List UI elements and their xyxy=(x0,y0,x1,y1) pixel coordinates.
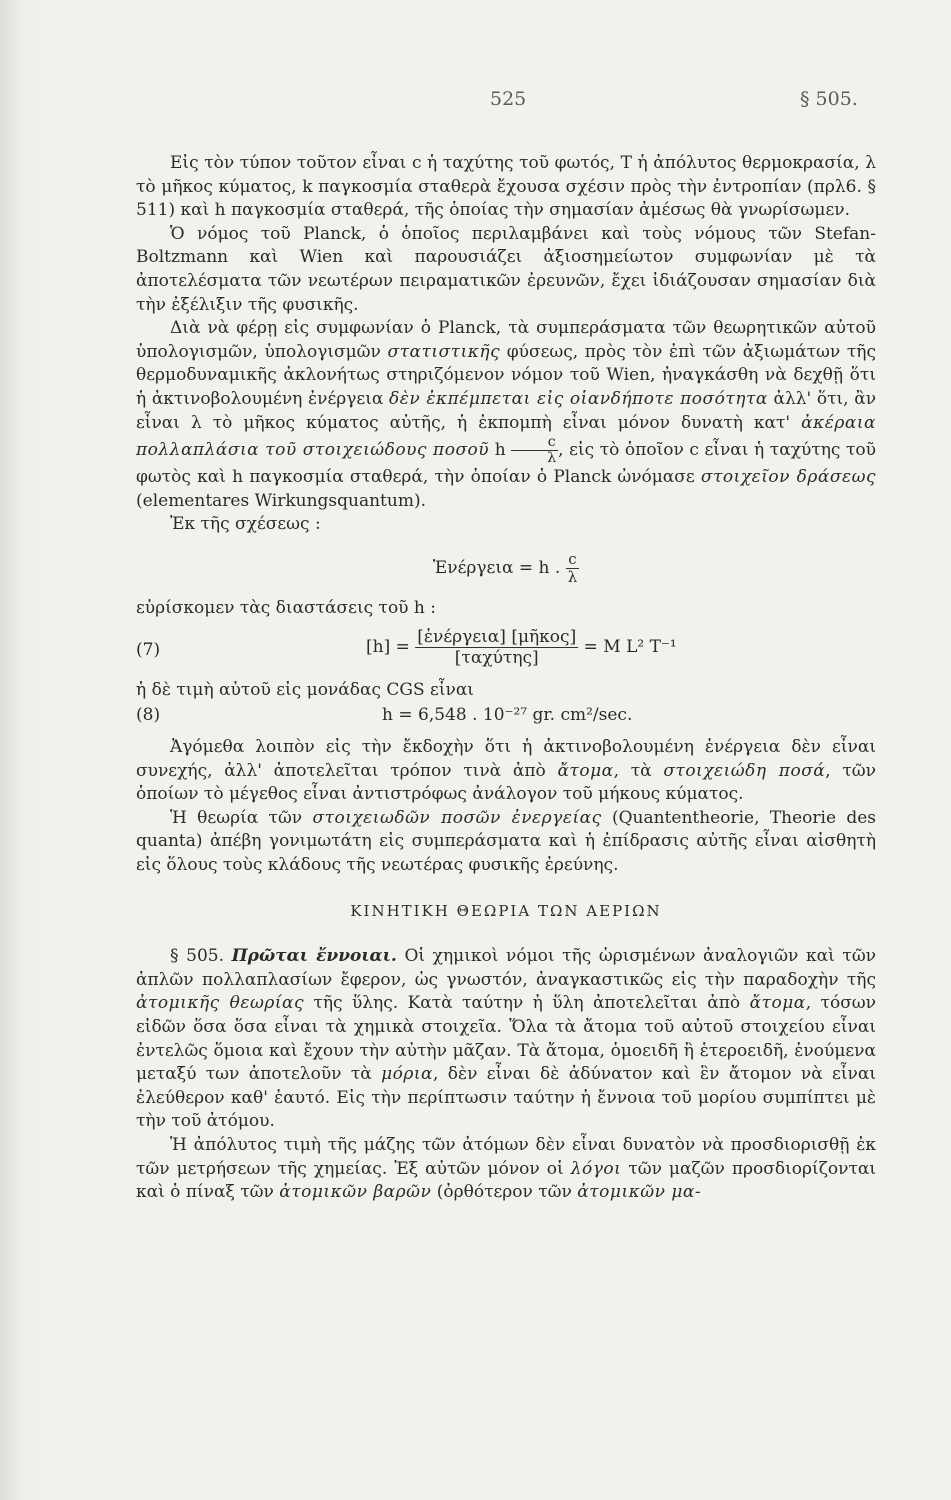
page-body xyxy=(136,152,876,1205)
energy-formula: Ἐνέργεια = h . $\frac{c}{\lambda}$ xyxy=(432,549,578,586)
paragraph-10: Ἡ ἀπόλυτος τιμὴ τῆς μάζης τῶν ἀτόμων δὲν εἶναι δυνατὸν νὰ προσδιορισθῇ ἐκ τῶν μετρήσεων τῆς χημείας. Ἐξ αὐτῶν μόνον οἱ λόγοι τῶν μαζῶν προσδιορίζονται καὶ ὁ πίναξ τῶν ἀτομικῶν βαρῶν (ὀρθότερον τῶν ἀτομικῶν μα- xyxy=(136,1135,877,1203)
paragraph-3: Διὰ νὰ φέρῃ εἰς συμφωνίαν ὁ Planck, τὰ συμπεράσματα τῶν θεωρητικῶν αὐτοῦ ὑπολογισμῶν, ὑπολογισμῶν στατιστικῆς φύσεως, πρὸς τὸν ἐπὶ τῶν ἀξιωμάτων τῆς θερμοδυναμικῆς ἀκλονήτως στηριζόμενον νόμον τοῦ Wien, ἠναγκάσθη νὰ δεχθῇ ὅτι ἡ ἀκτινοβολουμένη ἐνέργεια δὲν ἐκπέμπεται εἰς οἱανδήποτε ποσότητα ἀλλ' ὅτι, ἂν εἶναι λ τὸ μῆκος κύματος αὐτῆς, ἡ ἐκπομπὴ εἶναι μόνον δυνατὴ κατ' ἀκέραια πολλαπλάσια τοῦ στοιχειώδους ποσοῦ h $\frac{c}{\lambda}$ , εἰς τὸ ὁποῖον c εἶναι ἡ ταχύτης τοῦ φωτὸς καὶ h παγκοσμία σταθερά, τὴν ὁποίαν ὁ Planck ὠνόμασε στοιχεῖον δράσεως (elementares Wirkungsquantum). xyxy=(136,318,877,511)
paragraph-4: Ἐκ τῆς σχέσεως : xyxy=(170,514,321,535)
equation-7: (7) [h] = $\frac{\text{[ἐνέργεια] [μῆκος]}}{\text{[ταχύτης]}}$ = M L² T⁻¹ xyxy=(136,626,677,668)
paragraph-8: Ἡ θεωρία τῶν στοιχειωδῶν ποσῶν ἐνεργείας (Quantentheorie, Theorie des quanta) ἀπέβη γονιμωτάτη εἰς συμπεράσματα καὶ ἡ ἐπίδρασις αὐτῆς εἶναι αἰσθητὴ εἰς ὅλους τοὺς κλάδους τῆς νεωτέρας φυσικῆς ἐρεύνης. xyxy=(136,807,877,876)
paragraph-5: εὑρίσκομεν τὰς διαστάσεις τοῦ h : xyxy=(136,597,436,618)
equation-number: (7) xyxy=(136,639,161,660)
equation-8: (8) h = 6,548 . 10⁻²⁷ gr. cm²/sec. xyxy=(136,704,876,732)
equation-number: (8) xyxy=(136,705,161,726)
paragraph-2: Ὁ νόμος τοῦ Planck, ὁ ὁποῖος περιλαμβάνει καὶ τοὺς νόμους τῶν Stefan-Boltzmann καὶ Wien καὶ παρουσιάζει ἀξιοσημείωτον συμφωνίαν μὲ τὰ ἀποτελέσματα τῶν νεωτέρων πειραματικῶν ἐρευνῶν, ἔχει ἰδιάζουσαν σημασίαν διὰ τὴν ἐξέλιξιν τῆς φυσικῆς. xyxy=(136,223,876,315)
paragraph-7: Ἀγόμεθα λοιπὸν εἰς τὴν ἔκδοχὴν ὅτι ἡ ἀκτινοβολουμένη ἐνέργεια δὲν εἶναι συνεχής, ἀλλ' ἀποτελεῖται τρόπον τινὰ ἀπὸ ἄτομα, τὰ στοιχειώδη ποσά, τῶν ὁποίων τὸ μέγεθος εἶναι ἀντιστρόφως ἀνάλογον τοῦ μήκους κύματος. xyxy=(136,737,877,805)
section-reference: § 505. xyxy=(800,88,858,110)
section-title: ΚΙΝΗΤΙΚΗ ΘΕΩΡΙΑ ΤΩΝ ΑΕΡΙΩΝ xyxy=(350,901,662,920)
page-number: 525 xyxy=(490,88,527,110)
section-lead: Πρῶται ἔννοιαι. xyxy=(231,946,397,967)
inline-fraction: $\frac{c}{\lambda}$ xyxy=(511,435,558,466)
paragraph-9: § 505. Πρῶται ἔννοιαι. Οἱ χημικοὶ νόμοι τῆς ὡρισμένων ἀναλογιῶν καὶ τῶν ἁπλῶν πολλαπλασίων ἔφερον, ὡς γνωστόν, ἀναγκαστικῶς εἰς τὴν παραδοχὴν τῆς ἀτομικῆς θεωρίας τῆς ὕλης. Κατὰ ταύτην ἡ ὕλη ἀποτελεῖται ἀπὸ ἄτομα, τόσων εἰδῶν ὅσα ὅσα εἶναι τὰ χημικὰ στοιχεῖα. Ὅλα τὰ ἄτομα τοῦ αὐτοῦ στοιχείου εἶναι ἐντελῶς ὅμοια καὶ ἔχουν τὴν αὐτὴν μᾶζαν. Τὰ ἄτομα, ὁμοειδῆ ἢ ἑτεροειδῆ, ἑνούμενα μεταξύ των ἀποτελοῦν τὰ μόρια, δὲν εἶναι δὲ ἀδύνατον καὶ ἓν ἄτομον νὰ εἶναι ἐλεύθερον καθ' ἑαυτό. Εἰς τὴν περίπτωσιν ταύτην ἡ ἔννοια τοῦ μορίου συμπίπτει μὲ τὴν τοῦ ἀτόμου. xyxy=(136,946,877,1132)
paragraph-1: Εἰς τὸν τύπον τοῦτον εἶναι c ἡ ταχύτης τοῦ φωτός, T ἡ ἀπόλυτος θερμοκρασία, λ τὸ μῆκος κύματος, k παγκοσμία σταθερὰ ἔχουσα σχέσιν πρὸς τὴν ἐντροπίαν (πρλ6. § 511) καὶ h παγκοσμία σταθερά, τῆς ὁποίας τὴν σημασίαν ἀμέσως θὰ γνωρίσωμεν. xyxy=(136,153,876,221)
page-header xyxy=(0,88,951,118)
paragraph-6: ἡ δὲ τιμὴ αὐτοῦ εἰς μονάδας CGS εἶναι xyxy=(136,679,474,700)
